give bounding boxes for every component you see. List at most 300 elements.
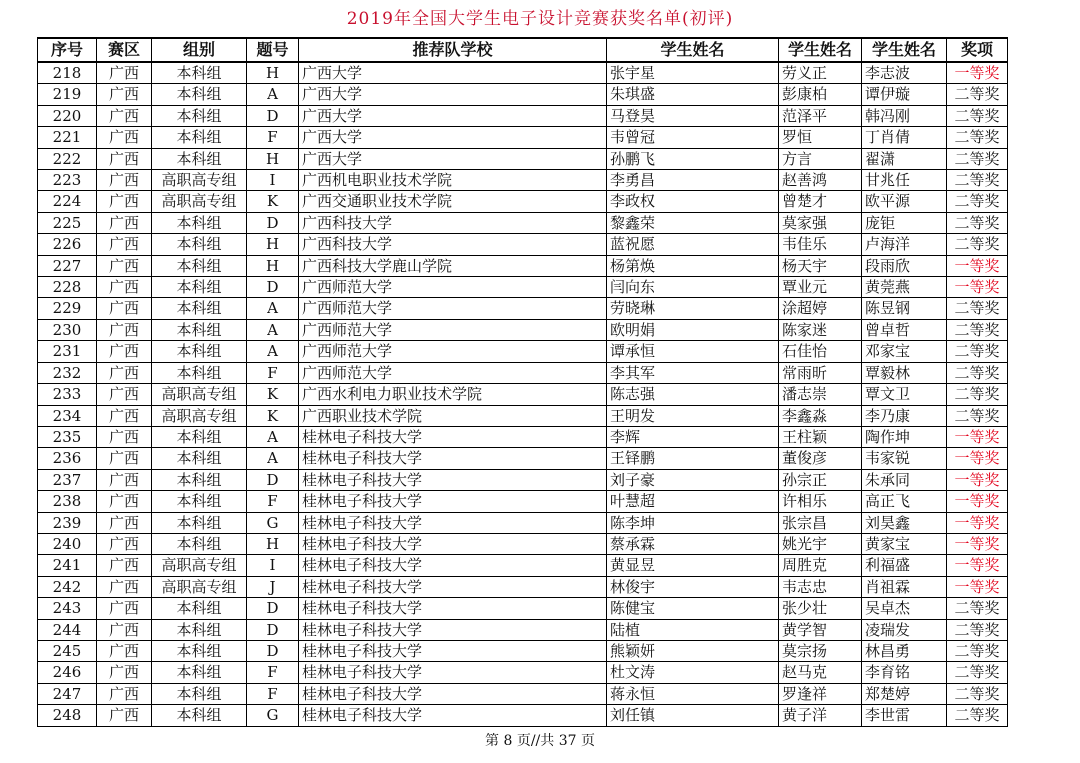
cell-group: 本科组 (152, 683, 247, 704)
cell-region: 广西 (97, 705, 152, 726)
cell-group: 本科组 (152, 619, 247, 640)
cell-index: 244 (38, 619, 97, 640)
cell-student-2: 莫家强 (779, 212, 862, 233)
cell-problem: K (247, 384, 299, 405)
table-row (38, 362, 1008, 383)
cell-student-2: 张少壮 (779, 598, 862, 619)
cell-problem: K (247, 405, 299, 426)
cell-region: 广西 (97, 448, 152, 469)
cell-student-1: 李其军 (607, 362, 779, 383)
cell-region: 广西 (97, 598, 152, 619)
cell-student-3: 邓家宝 (862, 341, 947, 362)
cell-school: 广西职业技术学院 (299, 405, 607, 426)
cell-group: 本科组 (152, 448, 247, 469)
cell-award: 一等奖 (947, 255, 1008, 276)
cell-index: 222 (38, 148, 97, 169)
cell-student-3: 郑楚婷 (862, 683, 947, 704)
cell-index: 234 (38, 405, 97, 426)
cell-region: 广西 (97, 533, 152, 554)
cell-region: 广西 (97, 426, 152, 447)
cell-index: 236 (38, 448, 97, 469)
cell-index: 237 (38, 469, 97, 490)
cell-student-1: 韦曾冠 (607, 127, 779, 148)
cell-school: 桂林电子科技大学 (299, 512, 607, 533)
table-row (38, 512, 1008, 533)
table-row (38, 319, 1008, 340)
cell-problem: A (247, 341, 299, 362)
cell-index: 230 (38, 319, 97, 340)
cell-student-2: 涂超婷 (779, 298, 862, 319)
cell-group: 本科组 (152, 105, 247, 126)
cell-award: 二等奖 (947, 319, 1008, 340)
cell-region: 广西 (97, 576, 152, 597)
cell-problem: H (247, 62, 299, 84)
cell-index: 240 (38, 533, 97, 554)
table-row (38, 491, 1008, 512)
cell-student-1: 刘任镇 (607, 705, 779, 726)
cell-index: 245 (38, 640, 97, 661)
cell-problem: D (247, 469, 299, 490)
cell-student-3: 卢海洋 (862, 234, 947, 255)
cell-student-1: 陈志强 (607, 384, 779, 405)
cell-award: 二等奖 (947, 405, 1008, 426)
cell-school: 桂林电子科技大学 (299, 662, 607, 683)
cell-problem: I (247, 555, 299, 576)
cell-region: 广西 (97, 491, 152, 512)
cell-student-1: 陈健宝 (607, 598, 779, 619)
cell-student-2: 许相乐 (779, 491, 862, 512)
cell-region: 广西 (97, 148, 152, 169)
cell-student-2: 杨天宇 (779, 255, 862, 276)
table-row (38, 105, 1008, 126)
cell-student-2: 潘志崇 (779, 384, 862, 405)
cell-school: 桂林电子科技大学 (299, 426, 607, 447)
page-title: 2019年全国大学生电子设计竞赛获奖名单(初评) (346, 9, 734, 29)
table-row (38, 127, 1008, 148)
cell-problem: H (247, 234, 299, 255)
cell-school: 广西师范大学 (299, 319, 607, 340)
cell-student-2: 韦志忠 (779, 576, 862, 597)
cell-award: 一等奖 (947, 277, 1008, 298)
cell-problem: G (247, 705, 299, 726)
cell-school: 广西大学 (299, 127, 607, 148)
cell-group: 本科组 (152, 662, 247, 683)
cell-problem: K (247, 191, 299, 212)
cell-award: 一等奖 (947, 448, 1008, 469)
cell-index: 226 (38, 234, 97, 255)
cell-problem: J (247, 576, 299, 597)
cell-problem: I (247, 170, 299, 191)
cell-student-2: 覃业元 (779, 277, 862, 298)
cell-region: 广西 (97, 255, 152, 276)
cell-award: 一等奖 (947, 512, 1008, 533)
cell-school: 广西师范大学 (299, 362, 607, 383)
cell-index: 243 (38, 598, 97, 619)
table-row (38, 469, 1008, 490)
table-row (38, 405, 1008, 426)
cell-problem: F (247, 683, 299, 704)
cell-region: 广西 (97, 234, 152, 255)
cell-award: 二等奖 (947, 341, 1008, 362)
cell-region: 广西 (97, 405, 152, 426)
cell-group: 本科组 (152, 255, 247, 276)
cell-problem: F (247, 127, 299, 148)
cell-group: 高职高专组 (152, 405, 247, 426)
cell-school: 桂林电子科技大学 (299, 576, 607, 597)
cell-student-1: 王明发 (607, 405, 779, 426)
cell-school: 桂林电子科技大学 (299, 491, 607, 512)
cell-award: 二等奖 (947, 362, 1008, 383)
cell-group: 本科组 (152, 533, 247, 554)
cell-region: 广西 (97, 298, 152, 319)
cell-group: 高职高专组 (152, 170, 247, 191)
cell-problem: A (247, 84, 299, 105)
cell-student-2: 罗逢祥 (779, 683, 862, 704)
cell-award: 二等奖 (947, 640, 1008, 661)
table-row (38, 576, 1008, 597)
cell-group: 高职高专组 (152, 576, 247, 597)
cell-index: 231 (38, 341, 97, 362)
cell-student-2: 周胜克 (779, 555, 862, 576)
cell-index: 227 (38, 255, 97, 276)
cell-award: 二等奖 (947, 234, 1008, 255)
cell-student-1: 劳晓琳 (607, 298, 779, 319)
cell-region: 广西 (97, 212, 152, 233)
cell-award: 二等奖 (947, 705, 1008, 726)
cell-school: 广西机电职业技术学院 (299, 170, 607, 191)
cell-student-3: 凌瑞发 (862, 619, 947, 640)
cell-school: 广西师范大学 (299, 341, 607, 362)
cell-index: 218 (38, 62, 97, 84)
table-row (38, 555, 1008, 576)
header-region: 赛区 (97, 38, 152, 62)
table-row (38, 341, 1008, 362)
cell-award: 二等奖 (947, 598, 1008, 619)
cell-group: 本科组 (152, 148, 247, 169)
cell-student-3: 高正飞 (862, 491, 947, 512)
cell-award: 二等奖 (947, 683, 1008, 704)
table-row (38, 148, 1008, 169)
cell-student-1: 闫向东 (607, 277, 779, 298)
cell-student-1: 朱琪盛 (607, 84, 779, 105)
cell-student-3: 李世雷 (862, 705, 947, 726)
table-row (38, 384, 1008, 405)
cell-student-1: 蔡承霖 (607, 533, 779, 554)
cell-problem: A (247, 298, 299, 319)
cell-problem: F (247, 662, 299, 683)
table-row (38, 598, 1008, 619)
cell-student-2: 方言 (779, 148, 862, 169)
cell-student-3: 庞钜 (862, 212, 947, 233)
cell-group: 高职高专组 (152, 191, 247, 212)
table-row (38, 683, 1008, 704)
cell-award: 二等奖 (947, 191, 1008, 212)
cell-index: 223 (38, 170, 97, 191)
cell-school: 桂林电子科技大学 (299, 448, 607, 469)
cell-student-1: 张宇星 (607, 62, 779, 84)
cell-index: 228 (38, 277, 97, 298)
cell-region: 广西 (97, 512, 152, 533)
cell-problem: D (247, 212, 299, 233)
cell-student-2: 王柱颖 (779, 426, 862, 447)
header-student-2: 学生姓名 (779, 38, 862, 62)
cell-student-2: 罗恒 (779, 127, 862, 148)
cell-student-3: 丁肖倩 (862, 127, 947, 148)
cell-problem: D (247, 640, 299, 661)
cell-region: 广西 (97, 341, 152, 362)
cell-group: 本科组 (152, 598, 247, 619)
cell-student-1: 陈李坤 (607, 512, 779, 533)
cell-index: 235 (38, 426, 97, 447)
cell-student-2: 赵善鸿 (779, 170, 862, 191)
cell-student-1: 叶慧超 (607, 491, 779, 512)
header-group: 组别 (152, 38, 247, 62)
cell-school: 广西科技大学 (299, 212, 607, 233)
cell-student-1: 谭承恒 (607, 341, 779, 362)
cell-problem: H (247, 255, 299, 276)
cell-school: 广西科技大学鹿山学院 (299, 255, 607, 276)
table-row (38, 705, 1008, 726)
cell-student-1: 蓝祝愿 (607, 234, 779, 255)
cell-index: 247 (38, 683, 97, 704)
cell-student-2: 石佳怡 (779, 341, 862, 362)
cell-award: 一等奖 (947, 555, 1008, 576)
cell-student-3: 朱承同 (862, 469, 947, 490)
cell-group: 本科组 (152, 640, 247, 661)
cell-student-3: 李乃康 (862, 405, 947, 426)
table-row (38, 662, 1008, 683)
table-row (38, 84, 1008, 105)
cell-index: 242 (38, 576, 97, 597)
cell-school: 广西师范大学 (299, 277, 607, 298)
cell-school: 广西师范大学 (299, 298, 607, 319)
cell-student-2: 黄子洋 (779, 705, 862, 726)
cell-region: 广西 (97, 555, 152, 576)
table-row (38, 212, 1008, 233)
table-row (38, 640, 1008, 661)
cell-student-3: 韩冯刚 (862, 105, 947, 126)
cell-award: 一等奖 (947, 491, 1008, 512)
cell-group: 高职高专组 (152, 384, 247, 405)
cell-index: 232 (38, 362, 97, 383)
table-row (38, 619, 1008, 640)
cell-student-3: 覃毅林 (862, 362, 947, 383)
cell-group: 本科组 (152, 84, 247, 105)
table-row (38, 426, 1008, 447)
cell-award: 二等奖 (947, 662, 1008, 683)
cell-award: 二等奖 (947, 170, 1008, 191)
cell-problem: D (247, 105, 299, 126)
table-row (38, 298, 1008, 319)
page-footer: 第 8 页//共 37 页 (485, 733, 595, 749)
cell-student-3: 韦家锐 (862, 448, 947, 469)
cell-problem: F (247, 362, 299, 383)
cell-student-3: 甘兆任 (862, 170, 947, 191)
cell-region: 广西 (97, 384, 152, 405)
cell-index: 241 (38, 555, 97, 576)
cell-student-1: 李政权 (607, 191, 779, 212)
cell-index: 219 (38, 84, 97, 105)
cell-student-2: 常雨昕 (779, 362, 862, 383)
cell-student-3: 肖祖霖 (862, 576, 947, 597)
cell-student-1: 杜文涛 (607, 662, 779, 683)
table-row (38, 533, 1008, 554)
cell-student-2: 姚光宇 (779, 533, 862, 554)
cell-problem: A (247, 426, 299, 447)
cell-school: 桂林电子科技大学 (299, 683, 607, 704)
cell-award: 一等奖 (947, 533, 1008, 554)
cell-student-3: 覃文卫 (862, 384, 947, 405)
header-student-1: 学生姓名 (607, 38, 779, 62)
cell-group: 本科组 (152, 212, 247, 233)
cell-region: 广西 (97, 640, 152, 661)
table-row (38, 255, 1008, 276)
cell-group: 本科组 (152, 705, 247, 726)
cell-region: 广西 (97, 683, 152, 704)
cell-problem: H (247, 148, 299, 169)
cell-student-3: 吴卓杰 (862, 598, 947, 619)
cell-student-3: 谭伊璇 (862, 84, 947, 105)
cell-region: 广西 (97, 277, 152, 298)
cell-student-1: 陆植 (607, 619, 779, 640)
cell-group: 本科组 (152, 62, 247, 84)
table-row (38, 277, 1008, 298)
cell-region: 广西 (97, 127, 152, 148)
cell-award: 二等奖 (947, 212, 1008, 233)
cell-school: 广西大学 (299, 105, 607, 126)
cell-award: 二等奖 (947, 148, 1008, 169)
cell-student-2: 孙宗正 (779, 469, 862, 490)
cell-student-3: 利福盛 (862, 555, 947, 576)
header-award: 奖项 (947, 38, 1008, 62)
cell-student-2: 劳义正 (779, 62, 862, 84)
header-student-3: 学生姓名 (862, 38, 947, 62)
cell-index: 238 (38, 491, 97, 512)
cell-school: 桂林电子科技大学 (299, 598, 607, 619)
cell-student-3: 李志波 (862, 62, 947, 84)
cell-school: 桂林电子科技大学 (299, 469, 607, 490)
cell-group: 本科组 (152, 319, 247, 340)
cell-problem: A (247, 448, 299, 469)
cell-student-2: 赵马克 (779, 662, 862, 683)
cell-region: 广西 (97, 662, 152, 683)
cell-student-1: 欧明娟 (607, 319, 779, 340)
cell-school: 广西大学 (299, 148, 607, 169)
cell-award: 一等奖 (947, 576, 1008, 597)
header-school: 推荐队学校 (299, 38, 607, 62)
cell-student-1: 杨第焕 (607, 255, 779, 276)
cell-student-1: 熊颖妍 (607, 640, 779, 661)
cell-school: 广西科技大学 (299, 234, 607, 255)
cell-award: 二等奖 (947, 105, 1008, 126)
cell-student-2: 韦佳乐 (779, 234, 862, 255)
header-index: 序号 (38, 38, 97, 62)
cell-school: 广西大学 (299, 62, 607, 84)
cell-problem: D (247, 619, 299, 640)
cell-student-1: 黎鑫荣 (607, 212, 779, 233)
cell-student-2: 李鑫淼 (779, 405, 862, 426)
cell-region: 广西 (97, 469, 152, 490)
cell-student-3: 陈昱钢 (862, 298, 947, 319)
cell-region: 广西 (97, 62, 152, 84)
cell-school: 广西水利电力职业技术学院 (299, 384, 607, 405)
cell-award: 二等奖 (947, 127, 1008, 148)
cell-index: 246 (38, 662, 97, 683)
cell-index: 239 (38, 512, 97, 533)
cell-award: 一等奖 (947, 62, 1008, 84)
cell-region: 广西 (97, 619, 152, 640)
cell-index: 248 (38, 705, 97, 726)
cell-group: 本科组 (152, 298, 247, 319)
cell-student-2: 张宗昌 (779, 512, 862, 533)
cell-school: 桂林电子科技大学 (299, 619, 607, 640)
cell-student-3: 陶作坤 (862, 426, 947, 447)
cell-student-1: 李辉 (607, 426, 779, 447)
cell-student-1: 马登昊 (607, 105, 779, 126)
awards-table (37, 37, 1008, 727)
cell-award: 一等奖 (947, 426, 1008, 447)
cell-student-1: 刘子豪 (607, 469, 779, 490)
cell-student-1: 王铎鹏 (607, 448, 779, 469)
cell-index: 229 (38, 298, 97, 319)
table-row (38, 234, 1008, 255)
table-header-row (38, 38, 1008, 62)
cell-student-1: 林俊宇 (607, 576, 779, 597)
cell-index: 220 (38, 105, 97, 126)
cell-region: 广西 (97, 362, 152, 383)
cell-problem: G (247, 512, 299, 533)
cell-student-3: 曾卓哲 (862, 319, 947, 340)
table-row (38, 170, 1008, 191)
cell-group: 高职高专组 (152, 555, 247, 576)
cell-index: 221 (38, 127, 97, 148)
cell-school: 桂林电子科技大学 (299, 555, 607, 576)
cell-problem: D (247, 277, 299, 298)
cell-award: 二等奖 (947, 619, 1008, 640)
cell-student-2: 董俊彦 (779, 448, 862, 469)
cell-index: 225 (38, 212, 97, 233)
table-row (38, 62, 1008, 84)
cell-student-3: 林昌勇 (862, 640, 947, 661)
cell-school: 桂林电子科技大学 (299, 640, 607, 661)
cell-award: 二等奖 (947, 384, 1008, 405)
cell-student-2: 黄学智 (779, 619, 862, 640)
cell-school: 桂林电子科技大学 (299, 533, 607, 554)
cell-group: 本科组 (152, 127, 247, 148)
cell-student-2: 曾楚才 (779, 191, 862, 212)
cell-student-3: 段雨欣 (862, 255, 947, 276)
table-row (38, 448, 1008, 469)
cell-region: 广西 (97, 105, 152, 126)
cell-student-1: 孙鹏飞 (607, 148, 779, 169)
cell-student-3: 欧平源 (862, 191, 947, 212)
cell-student-2: 陈家迷 (779, 319, 862, 340)
cell-group: 本科组 (152, 491, 247, 512)
cell-problem: H (247, 533, 299, 554)
cell-award: 二等奖 (947, 84, 1008, 105)
cell-problem: A (247, 319, 299, 340)
cell-problem: F (247, 491, 299, 512)
cell-student-3: 黄莞燕 (862, 277, 947, 298)
cell-group: 本科组 (152, 512, 247, 533)
cell-student-3: 黄家宝 (862, 533, 947, 554)
cell-group: 本科组 (152, 341, 247, 362)
cell-school: 广西交通职业技术学院 (299, 191, 607, 212)
cell-award: 一等奖 (947, 469, 1008, 490)
cell-group: 本科组 (152, 469, 247, 490)
cell-school: 桂林电子科技大学 (299, 705, 607, 726)
cell-region: 广西 (97, 170, 152, 191)
